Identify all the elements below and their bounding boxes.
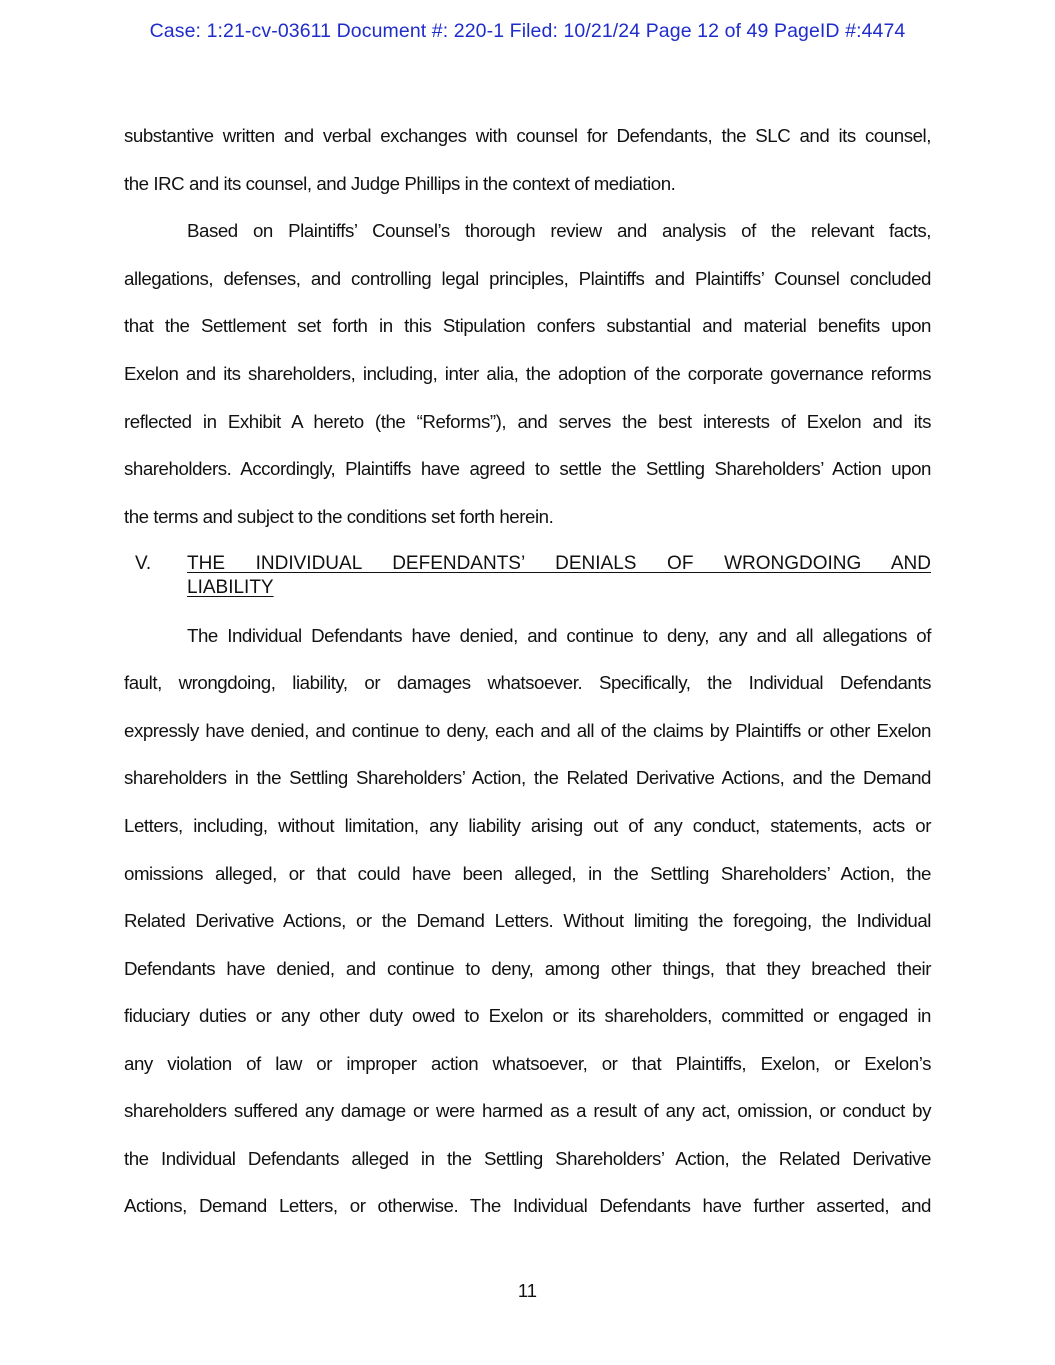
section-title-line: THE INDIVIDUAL DEFENDANTS’ DENIALS OF WRONGDOING AND	[187, 553, 931, 574]
text-line: reflected in Exhibit A hereto (the “Reforms”), and serves the best interests of Exelon and its	[124, 411, 931, 432]
text-line: omissions alleged, or that could have been alleged, in the Settling Shareholders’ Action, the	[124, 863, 931, 884]
page-number: 11	[517, 1280, 538, 1301]
text-line: The Individual Defendants have denied, and continue to deny, any and all allegations of	[187, 625, 931, 646]
section-number: V.	[135, 553, 152, 574]
text-line: expressly have denied, and continue to deny, each and all of the claims by Plaintiffs or other Exelon	[124, 720, 931, 741]
text-line: Related Derivative Actions, or the Demand Letters. Without limiting the foregoing, the Individual	[124, 910, 931, 931]
text-line: Based on Plaintiffs’ Counsel’s thorough review and analysis of the relevant facts,	[187, 220, 931, 241]
text-line: fault, wrongdoing, liability, or damages whatsoever. Specifically, the Individual Defendants	[124, 672, 931, 693]
text-line: substantive written and verbal exchanges with counsel for Defendants, the SLC and its counsel,	[124, 125, 931, 146]
text-line: any violation of law or improper action whatsoever, or that Plaintiffs, Exelon, or Exelon’s	[124, 1053, 931, 1074]
text-line: allegations, defenses, and controlling legal principles, Plaintiffs and Plaintiffs’ Counsel concluded	[124, 268, 931, 289]
case-header-stamp: Case: 1:21-cv-03611 Document #: 220-1 Filed: 10/21/24 Page 12 of 49 PageID #:4474	[149, 20, 906, 42]
text-line: Defendants have denied, and continue to deny, among other things, that they breached their	[124, 958, 931, 979]
text-line: Letters, including, without limitation, any liability arising out of any conduct, statements, acts or	[124, 815, 931, 836]
text-line: the Individual Defendants alleged in the Settling Shareholders’ Action, the Related Derivative	[124, 1148, 931, 1169]
text-line: Actions, Demand Letters, or otherwise. The Individual Defendants have further asserted, and	[124, 1195, 931, 1216]
text-line: the terms and subject to the conditions set forth herein.	[124, 506, 554, 527]
text-line: Exelon and its shareholders, including, inter alia, the adoption of the corporate governance reforms	[124, 363, 931, 384]
text-line: shareholders. Accordingly, Plaintiffs have agreed to settle the Settling Shareholders’ Action upon	[124, 458, 931, 479]
text-line: shareholders in the Settling Shareholders’ Action, the Related Derivative Actions, and the Demand	[124, 767, 931, 788]
text-line: fiduciary duties or any other duty owed to Exelon or its shareholders, committed or engaged in	[124, 1005, 931, 1026]
text-line: shareholders suffered any damage or were harmed as a result of any act, omission, or conduct by	[124, 1100, 931, 1121]
section-title-line: LIABILITY	[187, 577, 274, 598]
text-line: that the Settlement set forth in this Stipulation confers substantial and material benefits upon	[124, 315, 931, 336]
text-line: the IRC and its counsel, and Judge Phillips in the context of mediation.	[124, 173, 676, 194]
